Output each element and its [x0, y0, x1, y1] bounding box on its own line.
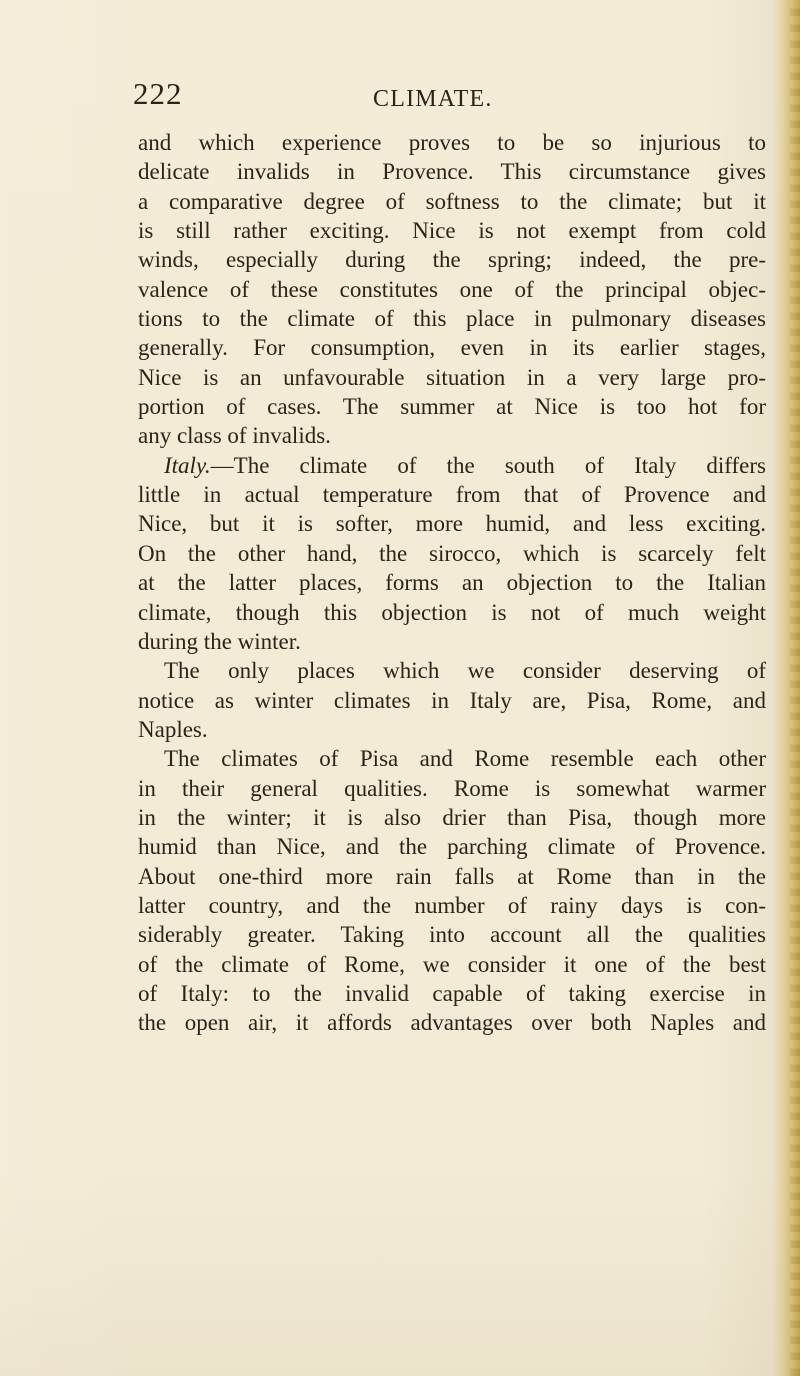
text-line: climate, though this objection is not of much weight	[138, 599, 766, 625]
text-line: during the winter.	[138, 628, 301, 654]
paragraph-1	[138, 128, 766, 451]
text-line: little in actual temperature from that of Provence and	[138, 482, 766, 508]
text-line: of Italy: to the invalid capable of taking exercise in	[138, 980, 766, 1006]
text-line: The climates of Pisa and Rome resemble each other	[164, 746, 766, 772]
text-line: humid than Nice, and the parching climate of Provence.	[138, 834, 766, 860]
text-line: winds, especially during the spring; indeed, the pre-	[138, 247, 766, 273]
text-fragment: —The climate of the south of Italy differs	[210, 452, 766, 478]
page-body	[138, 128, 766, 1038]
text-line: portion of cases. The summer at Nice is too hot for	[138, 394, 766, 420]
text-line: latter country, and the number of rainy days is con-	[138, 892, 766, 918]
text-line: siderably greater. Taking into account all the qualities	[138, 922, 766, 948]
page-number: 222	[133, 76, 183, 111]
paragraph-3	[138, 656, 766, 744]
text-line: in their general qualities. Rome is somewhat warmer	[138, 775, 766, 801]
text-line: at the latter places, forms an objection to the Italian	[138, 570, 766, 596]
paragraph-4	[138, 744, 766, 1037]
text-line: the open air, it affords advantages over both Naples and	[138, 1010, 766, 1036]
text-line: any class of invalids.	[138, 423, 331, 449]
running-head: CLIMATE.	[373, 86, 493, 112]
text-line: delicate invalids in Provence. This circumstance gives	[138, 159, 766, 185]
text-line: a comparative degree of softness to the climate; but it	[138, 188, 766, 214]
text-line: About one-third more rain falls at Rome than in the	[138, 863, 766, 889]
text-line: notice as winter climates in Italy are, Pisa, Rome, and	[138, 687, 766, 713]
text-line: On the other hand, the sirocco, which is scarcely felt	[138, 540, 766, 566]
text-line: is still rather exciting. Nice is not exempt from cold	[138, 218, 766, 244]
section-heading-italy: Italy.	[164, 452, 211, 478]
text-line	[138, 451, 766, 480]
text-line: in the winter; it is also drier than Pisa, though more	[138, 804, 766, 830]
text-line: Nice, but it is softer, more humid, and less exciting.	[138, 511, 766, 537]
text-line: generally. For consumption, even in its earlier stages,	[138, 335, 766, 361]
text-line: Nice is an unfavourable situation in a very large pro-	[138, 364, 766, 390]
text-line: valence of these constitutes one of the principal objec-	[138, 276, 766, 302]
text-line: of the climate of Rome, we consider it one of the best	[138, 951, 766, 977]
text-line: The only places which we consider deserving of	[164, 658, 766, 684]
text-line: Naples.	[138, 716, 208, 742]
page-edge-shadow	[772, 0, 800, 1376]
text-line: and which experience proves to be so injurious to	[138, 130, 766, 155]
text-line: tions to the climate of this place in pulmonary diseases	[138, 306, 766, 332]
paragraph-italy	[138, 451, 766, 656]
